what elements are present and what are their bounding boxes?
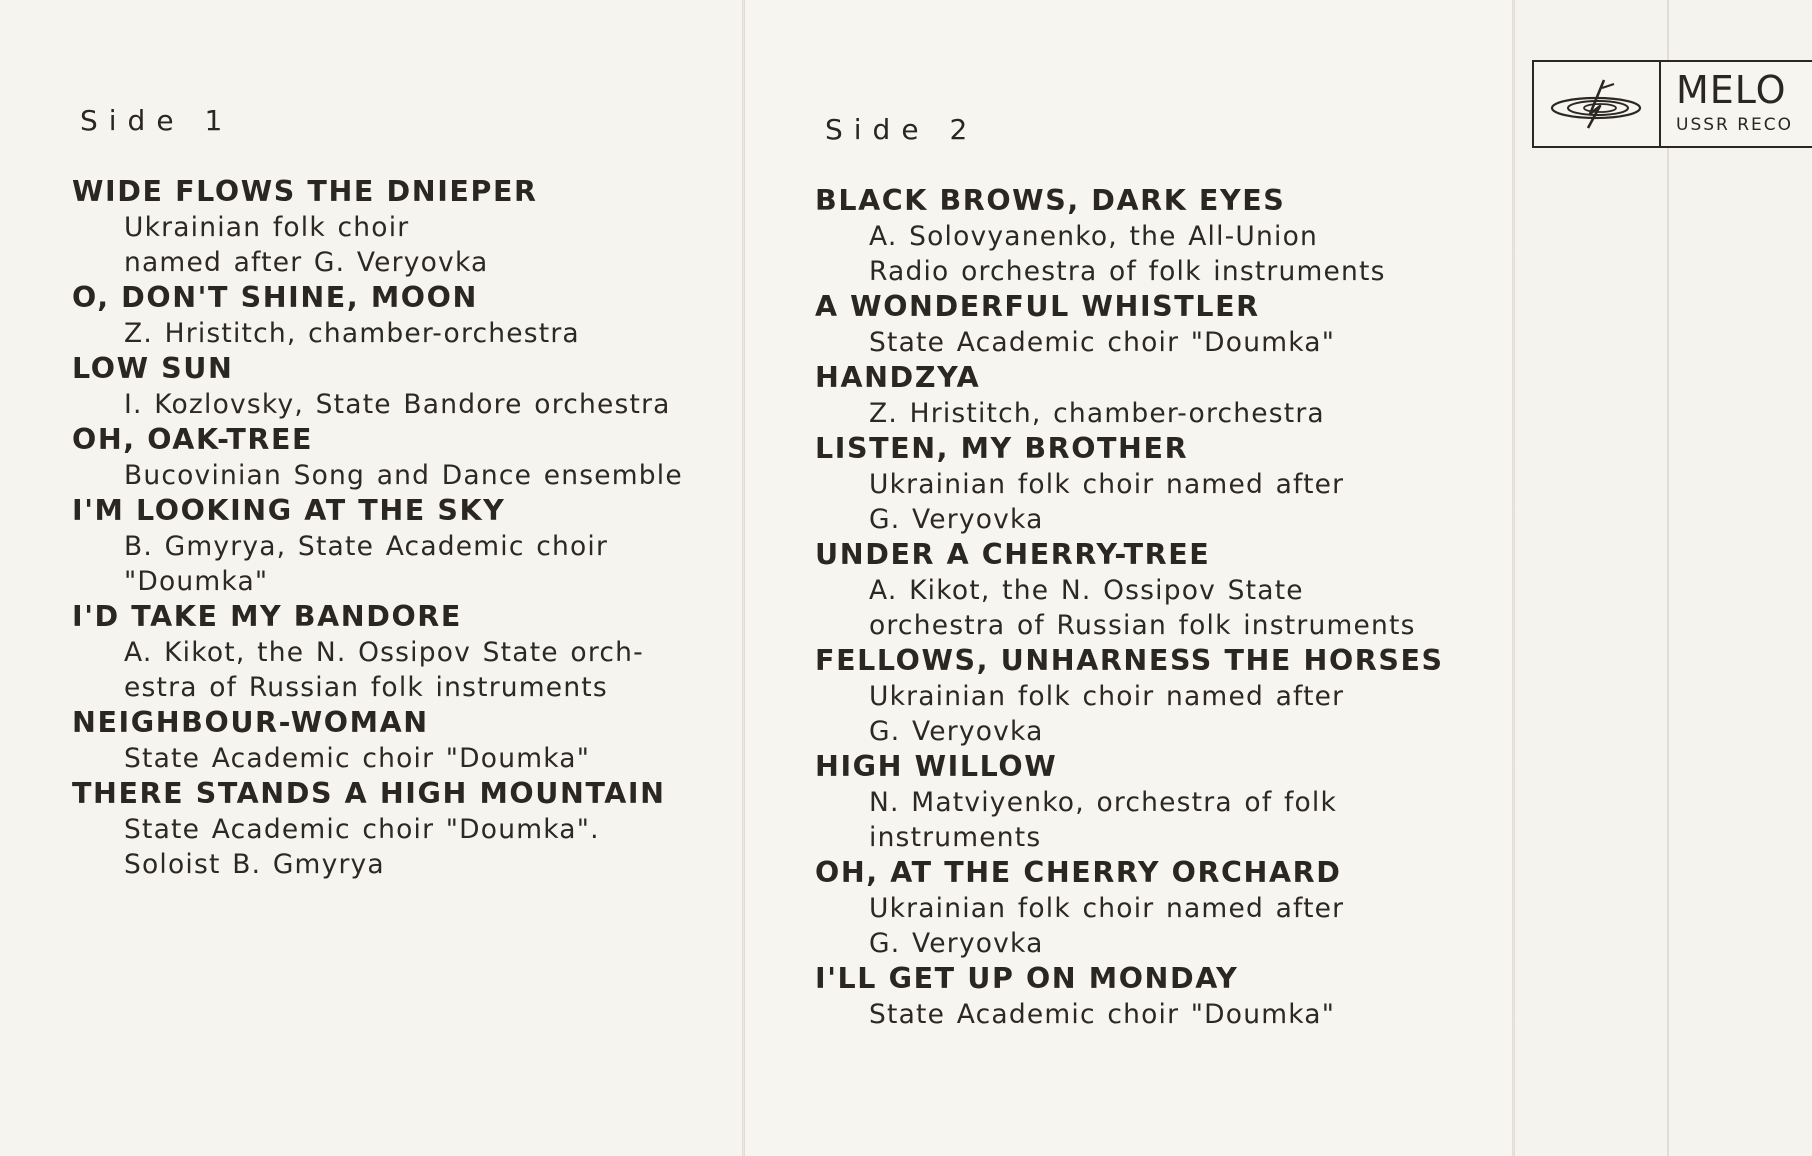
brand-subtitle: USSR RECO	[1676, 115, 1794, 135]
track-item	[815, 749, 1475, 855]
logo-cell	[1534, 62, 1661, 146]
track-title: HANDZYA	[815, 361, 981, 394]
track-item	[815, 289, 1475, 360]
track-performer: I. Kozlovsky, State Bandore orchestra	[124, 389, 671, 420]
track-item	[815, 431, 1475, 537]
track-item	[72, 493, 722, 599]
fold-line	[1667, 0, 1669, 1156]
side-2-heading: Side 2	[825, 113, 979, 146]
track-item	[815, 537, 1475, 643]
track-performer: G. Veryovka	[869, 716, 1044, 747]
track-performer: Ukrainian folk choir named after	[869, 469, 1345, 500]
track-item	[815, 183, 1475, 289]
track-title: HIGH WILLOW	[815, 750, 1058, 783]
track-title: FELLOWS, UNHARNESS THE HORSES	[815, 644, 1444, 677]
track-title: OH, AT THE CHERRY ORCHARD	[815, 856, 1342, 889]
track-performer: Ukrainian folk choir named after	[869, 893, 1345, 924]
track-title: OH, OAK-TREE	[72, 423, 314, 456]
track-item	[815, 643, 1475, 749]
track-performer: instruments	[869, 822, 1042, 853]
track-performer: A. Solovyanenko, the All-Union	[869, 221, 1318, 252]
track-performer: N. Matviyenko, orchestra of folk	[869, 787, 1338, 818]
track-item	[72, 174, 722, 280]
track-performer: G. Veryovka	[869, 928, 1044, 959]
track-item	[72, 776, 722, 882]
track-item	[72, 705, 722, 776]
fold-line	[742, 0, 745, 1156]
track-performer: State Academic choir "Doumka"	[869, 999, 1336, 1030]
track-performer: G. Veryovka	[869, 504, 1044, 535]
track-performer: estra of Russian folk instruments	[124, 672, 608, 703]
track-item	[72, 599, 722, 705]
track-performer: Ukrainian folk choir named after	[869, 681, 1345, 712]
track-performer: State Academic choir "Doumka".	[124, 814, 600, 845]
track-item	[815, 360, 1475, 431]
side-1-track-list	[72, 174, 722, 882]
track-performer: orchestra of Russian folk instruments	[869, 610, 1416, 641]
side-2-panel	[745, 0, 1515, 1156]
record-label-box	[1532, 60, 1812, 148]
track-title: I'M LOOKING AT THE SKY	[72, 494, 506, 527]
side-1-panel	[0, 0, 745, 1156]
track-performer: Z. Hristitch, chamber-orchestra	[124, 318, 580, 349]
cover-spine-panel	[1515, 0, 1812, 1156]
side-1-heading: Side 1	[80, 104, 234, 137]
brand-name: MELO	[1676, 68, 1787, 112]
track-title: LISTEN, MY BROTHER	[815, 432, 1189, 465]
track-item	[72, 351, 722, 422]
track-title: WIDE FLOWS THE DNIEPER	[72, 175, 538, 208]
track-title: I'LL GET UP ON MONDAY	[815, 962, 1239, 995]
track-performer: State Academic choir "Doumka"	[869, 327, 1336, 358]
track-title: A WONDERFUL WHISTLER	[815, 290, 1260, 323]
track-performer: Radio orchestra of folk instruments	[869, 256, 1386, 287]
track-performer: Soloist B. Gmyrya	[124, 849, 385, 880]
track-item	[815, 961, 1475, 1032]
track-performer: State Academic choir "Doumka"	[124, 743, 591, 774]
track-performer: Bucovinian Song and Dance ensemble	[124, 460, 683, 491]
track-performer: named after G. Veryovka	[124, 247, 489, 278]
track-performer: A. Kikot, the N. Ossipov State	[869, 575, 1304, 606]
track-performer: A. Kikot, the N. Ossipov State orch-	[124, 637, 644, 668]
track-title: O, DON'T SHINE, MOON	[72, 281, 478, 314]
track-title: UNDER A CHERRY-TREE	[815, 538, 1211, 571]
track-title: LOW SUN	[72, 352, 234, 385]
track-performer: B. Gmyrya, State Academic choir	[124, 531, 609, 562]
fold-line	[1512, 0, 1515, 1156]
side-2-track-list	[815, 183, 1475, 1032]
track-title: I'D TAKE MY BANDORE	[72, 600, 462, 633]
track-title: NEIGHBOUR-WOMAN	[72, 706, 429, 739]
track-item	[72, 422, 722, 493]
track-title: BLACK BROWS, DARK EYES	[815, 184, 1286, 217]
track-title: THERE STANDS A HIGH MOUNTAIN	[72, 777, 666, 810]
track-performer: Ukrainian folk choir	[124, 212, 410, 243]
track-performer: Z. Hristitch, chamber-orchestra	[869, 398, 1325, 429]
track-item	[72, 280, 722, 351]
track-item	[815, 855, 1475, 961]
track-performer: "Doumka"	[124, 566, 269, 597]
melodiya-logo-icon	[1544, 78, 1648, 130]
